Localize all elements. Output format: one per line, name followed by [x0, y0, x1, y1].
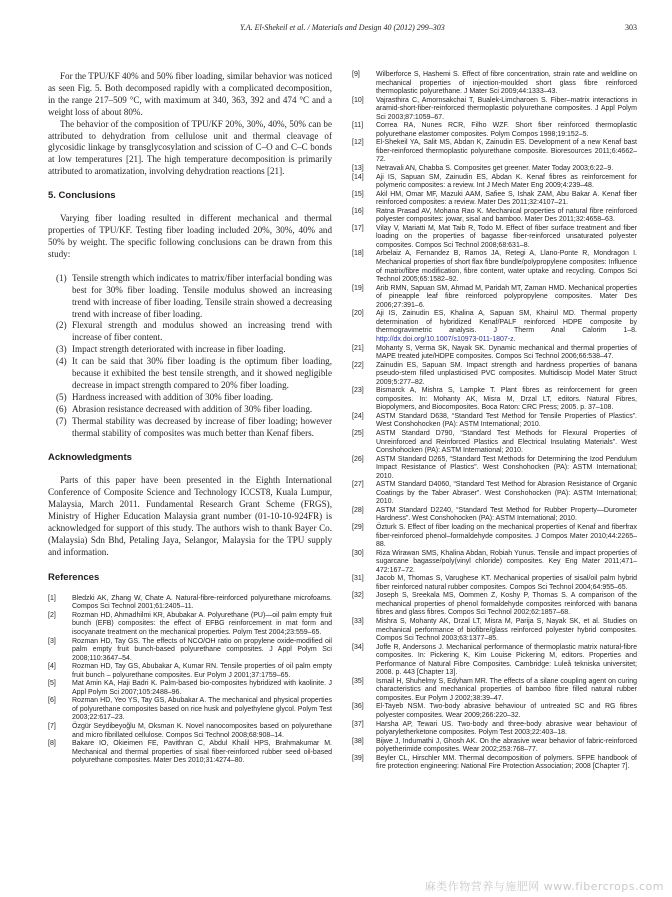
reference-item: [352, 122, 637, 139]
reference-text: Riza Wirawan SMS, Khalina Abdan, Robiah Yunus. Tensile and impact properties of sugarcane bagasse/poly(vinyl chloride) composites. Key Eng Mater 2011;471–472:167–72.: [376, 549, 637, 574]
item-number: (6): [56, 403, 67, 414]
reference-item: [352, 618, 637, 644]
reference-number: [26]: [352, 455, 364, 463]
item-text: Tensile strength which indicates to matrix/fiber interfacial bonding was best for 30% fiber loading. Tensile modulus showed an increasing trend with increase of fiber loading. Tensile strain showed a decreasing trend with increase of fiber loading.: [72, 272, 332, 319]
reference-number: [35]: [352, 677, 364, 685]
reference-text: Harsha AP, Tewari US. Two-body and three-body abrasive wear behaviour of polyaryletherketone composites. Polym Test 2003;22:403–18.: [376, 720, 637, 737]
reference-item: [48, 680, 332, 697]
reference-item: [48, 595, 332, 612]
list-item: [48, 356, 332, 392]
reference-text: Aji IS, Sapuan SM, Zainudin ES, Abdan K. Kenaf fibres as reinforcement for polymeric composites: a review. Int J Mech Mater Eng 2009;4:239–48.: [376, 173, 637, 190]
reference-text: Vilay V, Mariatti M, Mat Taib R, Todo M. Effect of fiber surface treatment and fiber loading on the properties of bagasse fiber-reinforced unsaturated polyester composites. Compos Sci Technol 2008;68:631–8.: [376, 224, 637, 249]
reference-number: [17]: [352, 224, 364, 232]
list-item: [48, 416, 332, 440]
conclusions-list: [48, 273, 332, 440]
reference-number: [3]: [48, 637, 56, 645]
reference-item: [48, 612, 332, 638]
reference-number: [38]: [352, 737, 364, 745]
reference-text: Mohanty S, Verma SK, Nayak SK. Dynamic mechanical and thermal properties of MAPE treated jute/HDPE composites. Compos Sci Technol 2006;66:538–47.: [376, 344, 637, 361]
reference-text: Mishra S, Mohanty AK, Drzal LT, Misra M, Parija S, Nayak SK, et al. Studies on mechanical performance of biofibre/glass reinforced polyester hybrid composites. Compos Sci Technol 2003;63:1377–85.: [376, 618, 637, 643]
reference-item: [352, 362, 637, 388]
reference-number: [28]: [352, 506, 364, 514]
reference-number: [14]: [352, 173, 364, 181]
body-paragraph: The behavior of the composition of TPU/KF 20%, 30%, 40%, 50% can be attributed to dehydration from cellulose unit and thermal cleavage of glycosidic linkage by transglycosylation and scission of C–O and C–C bonds at low temperatures [21]. The high temperature decomposition is primarily attributed to aromatization, involving dehydration reactions [21].: [48, 118, 332, 177]
reference-number: [25]: [352, 429, 364, 437]
section-heading-acknowledgments: Acknowledgments: [48, 452, 132, 464]
reference-text: Özgür Seydibeyoğlu M, Oksman K. Novel nanocomposites based on polyurethane and micro fibrillated cellulose. Compos Sci Technol 2008;68:908–14.: [72, 723, 332, 739]
item-text: It can be said that 30% fiber loading is the optimum fiber loading, because it exhibited the best tensile strength, and it showed negligible decrease in impact strength compared to 20% fiber loading.: [72, 356, 332, 390]
reference-item: [352, 174, 637, 191]
reference-number: [19]: [352, 284, 364, 292]
reference-number: [36]: [352, 703, 364, 711]
reference-number: [32]: [352, 592, 364, 600]
reference-text: Zainudin ES, Sapuan SM. Impact strength and hardness properties of banana pseudo-stem filled unplasticised PVC composites. Multidiscip Model Mater Struct 2009;5:277–82.: [376, 361, 637, 386]
body-paragraph: For the TPU/KF 40% and 50% fiber loading, similar behavior was noticed as seen Fig. 5. Both decomposed rapidly with a complicated decomposition, in the range 217–509 °C, with maximum at 340, 363, 392 and 474 °C and a weight loss of about 80%.: [48, 71, 332, 117]
reference-number: [6]: [48, 697, 56, 705]
reference-number: [33]: [352, 618, 364, 625]
reference-text: Bijwe J, Indumathi J, Ghosh AK. On the abrasive wear behavior of fabric-reinforced polyetherimide composites. Wear 2002;253:768–77.: [376, 737, 637, 754]
reference-item: [352, 524, 637, 550]
reference-text: Rozman HD, Ahmadhilmi KR, Abubakar A. Polyurethane (PU)—oil palm empty fruit bunch (EFB) composites: the effect of EFBG reinforcement in mat form and isocyanate treatment on the mechanical properties. Polym Test 2004;23:559–65.: [72, 611, 332, 636]
reference-text: Bledzki AK, Zhang W, Chate A. Natural-fibre-reinforced polyurethane microfoams. Compos Sci Technol 2001;61:2405–11.: [72, 594, 332, 611]
reference-number: [4]: [48, 663, 56, 671]
reference-text: Rozman HD, Yeo YS, Tay GS, Abubakar A. The mechanical and physical properties of polyurethane composites based on rice husk and polyethylene glycol. Polym Test 2003;22:617–23.: [72, 697, 332, 722]
reference-item: [352, 550, 637, 576]
reference-item: [352, 250, 637, 284]
reference-tail: .: [513, 335, 516, 343]
reference-item: [352, 285, 637, 311]
reference-item: [352, 644, 637, 678]
reference-number: [37]: [352, 720, 364, 728]
list-item: [48, 320, 332, 344]
reference-text: Bismarck A, Mishra S, Lampke T. Plant fibres as reinforcement for green composites. In: Mohanty AK, Misra M, Drzal LT, editors. Natural Fibres, Biopolymers, and Biocomposites. Boca Raton: CRC Press; 2005. p. 37–108.: [376, 387, 637, 412]
reference-item: [48, 638, 332, 664]
reference-number: [8]: [48, 740, 56, 748]
reference-item: [352, 97, 637, 123]
reference-item: [48, 723, 332, 740]
reference-number: [10]: [352, 96, 364, 104]
reference-text: Vajrasthira C, Amornsakchai T, Bualek-Limcharoen S. Fiber–matrix interactions in aramid-short-fiber-reinforced thermoplastic polyurethane composites. J Appl Polym Sci 2003;87:1059–67.: [376, 96, 637, 121]
item-text: Flexural strength and modulus showed an increasing trend with increase of fiber content.: [72, 320, 332, 343]
reference-item: [352, 208, 637, 225]
reference-number: [7]: [48, 723, 56, 731]
reference-number: [1]: [48, 594, 56, 602]
reference-text: Rozman HD, Tay GS. The effects of NCO/OH ratio on propylene oxide-modified oil palm empty fruit bunch-based polyurethane composites. J Appl Polym Sci 2008;110:3647–54.: [72, 637, 332, 662]
reference-text: Rozman HD, Tay GS, Abubakar A, Kumar RN. Tensile properties of oil palm empty fruit bunch – polyurethane composites. Eur Polym J 2001;37:1759–65.: [72, 663, 332, 679]
reference-number: [23]: [352, 387, 364, 395]
conclusions-intro: Varying fiber loading resulted in different mechanical and thermal properties of TPU/KF. Testing fiber loading included 20%, 30%, 40% and 50% by weight. The specific following conclusions can be drawn from this study:: [48, 213, 332, 259]
reference-number: [22]: [352, 361, 364, 369]
reference-text: Arib RMN, Sapuan SM, Ahmad M, Paridah MT, Zaman HMD. Mechanical properties of pineapple leaf fibre reinforced polypropylene composites. Mater Des 2006;27:391–6.: [376, 284, 637, 309]
list-item: [48, 273, 332, 321]
reference-text: Jacob M, Thomas S, Varughese KT. Mechanical properties of sisal/oil palm hybrid fiber reinforced natural rubber composites. Compos Sci Technol 2004;64:955–65.: [376, 575, 637, 591]
reference-number: [13]: [352, 165, 364, 173]
reference-text: Joffe R, Andersons J. Mechanical performance of thermoplastic matrix natural-fibre composites. In: Pickering K, Kim Louise Pickering M, editors. Properties and Performance of Natural Fibre Composites. Cambridge: Luleå tekniska universitet; 2008. p. 443 [Chapter 13].: [376, 643, 637, 677]
reference-number: [30]: [352, 549, 364, 557]
doi-link[interactable]: http://dx.doi.org/10.1007/s10973-011-1807-z: [376, 335, 514, 343]
list-item: [48, 392, 332, 404]
reference-item: [352, 721, 637, 738]
reference-item: [48, 697, 332, 723]
reference-number: [9]: [352, 71, 360, 78]
reference-item: [352, 430, 637, 456]
reference-item: [352, 481, 637, 507]
reference-number: [5]: [48, 680, 56, 688]
reference-item: [352, 678, 637, 704]
reference-text: ASTM Standard D790, “Standard Test Methods for Flexural Properties of Unreinforced and Reinforced Plastics and Electrical Insulating Materials”. West Conshohocken (PA): ASTM International; 2010.: [376, 429, 637, 455]
reference-item: [352, 71, 637, 97]
reference-item: [352, 139, 637, 165]
item-number: (3): [56, 344, 67, 355]
reference-text: Ismail H, Shuhelmy S, Edyham MR. The effects of a silane coupling agent on curing characteristics and mechanical properties of bamboo fibre filled natural rubber composites. Eur Polym J 2002;38:39–47.: [376, 677, 637, 702]
reference-number: [18]: [352, 250, 364, 258]
reference-item: [48, 663, 332, 680]
reference-list: [352, 71, 637, 772]
item-text: Hardness increased with addition of 30% fiber loading.: [72, 391, 274, 402]
reference-text: ASTM Standard D638, “Standard Test Method for Tensile Properties of Plastics”. West Conshohocken (PA): ASTM International; 2010.: [376, 412, 637, 429]
reference-number: [12]: [352, 139, 364, 147]
reference-text: Netravali AN, Chabba S. Composites get greener. Mater Today 2003;6:22–9.: [376, 165, 614, 173]
acknowledgments-text: Parts of this paper have been presented in the Eighth International Conference of Composite Science and Technology ICCST8, Kuala Lumpur, Malaysia, March 2011. Fundamental Research Grant Scheme (FRGS), Ministry of Higher Education Malaysia grant number (01-10-10-924FR) is acknowledged for support of this study. The authors wish to thank Bayer Co. (Malaysia) Sdn Bhd, Petaling Jaya, Selangor, Malaysia for the TPU supply and information.: [48, 475, 332, 557]
reference-number: [34]: [352, 643, 364, 651]
reference-number: [11]: [352, 122, 364, 130]
reference-item: [352, 165, 637, 174]
reference-text: Özturk S. Effect of fiber loading on the mechanical properties of Kenaf and fiberfrax fiber-reinforced phenol–formaldehyde composites. J Compos Mater 2010;44:2265–88.: [376, 523, 637, 549]
reference-item: [352, 310, 637, 344]
reference-item: [352, 507, 637, 524]
reference-list: [48, 595, 332, 766]
reference-text: Ratna Prasad AV, Mohana Rao K. Mechanical properties of natural fibre reinforced polyester composites: jowar, sisal and bamboo. Mater Des 2011;32:4658–63.: [376, 207, 637, 224]
item-number: (1): [56, 272, 67, 283]
reference-text: Arbelaiz A, Fernandez B, Ramos JA, Retegi A, Llano-Ponte R, Mondragon I. Mechanical properties of short flax fibre bundle/polypropylene composites: Influence of matrix/fibre modification, fibre content, water uptake and recycling. Compos Sci Technol 2005;65:1582–92.: [376, 250, 637, 284]
list-item: [48, 404, 332, 416]
reference-item: [48, 740, 332, 766]
reference-item: [352, 345, 637, 362]
reference-text: Joseph S, Sreekala MS, Oommen Z, Koshy P, Thomas S. A comparison of the mechanical properties of phenol formaldehyde composites reinforced with banana fibres and glass fibres. Compos Sci Technol 2002;62:1857–68.: [376, 592, 637, 617]
reference-item: [352, 592, 637, 618]
reference-text: Bakare IO, Okieimen FE, Pavithran C, Abdul Khalil HPS, Brahmakumar M. Mechanical and thermal properties of sisal fiber-reinforced rubber seed oil-based polyurethane composites. Mater Des 2010;31:4274–80.: [72, 740, 332, 765]
reference-item: [352, 225, 637, 251]
reference-item: [352, 575, 637, 592]
watermark: 麻类作物营养与施肥网 www.fibercrops.com: [424, 880, 664, 893]
reference-number: [29]: [352, 523, 364, 531]
reference-number: [2]: [48, 611, 56, 619]
reference-item: [352, 413, 637, 430]
reference-text: Akil HM, Omar MF, Mazuki AAM, Safiee S, Ishak ZAM, Abu Bakar A. Kenaf fiber reinforced composites: a review. Mater Des 2011;32:4107–21.: [376, 190, 637, 207]
reference-text: ASTM Standard D2240, “Standard Test Method for Rubber Property—Durometer Hardness”. West Conshohocken (PA): ASTM International; 2010.: [376, 506, 637, 523]
reference-text: Mat Amin KA, Haji Badri K. Palm-based bio-composites hybridized with kaolinite. J Appl Polym Sci 2007;105:2488–96.: [72, 680, 332, 696]
item-number: (4): [56, 356, 67, 367]
reference-text: Correa RA, Nunes RCR, Filho WZF. Short fiber reinforced thermoplastic polyurethane elastomer composites. Polym Compos 1998;19:152–5.: [376, 122, 637, 138]
reference-number: [20]: [352, 310, 364, 318]
item-number: (5): [56, 391, 67, 402]
reference-item: [352, 387, 637, 413]
reference-item: [352, 456, 637, 482]
reference-number: [15]: [352, 190, 364, 198]
reference-item: [352, 738, 637, 755]
reference-item: [352, 191, 637, 208]
section-heading-conclusions: 5. Conclusions: [48, 190, 116, 202]
item-text: Abrasion resistance decreased with addition of 30% fiber loading.: [72, 403, 313, 414]
reference-text: Aji IS, Zainudin ES, Khalina A, Sapuan SM, Khairul MD. Thermal property determination of hybridized Kenaf/PALF reinforced HDPE composite by thermogravimetric analysis. J Therm Anal Calorim 1–8.: [376, 310, 637, 335]
right-column: [352, 71, 637, 772]
item-text: Thermal stability was decreased by increase of fiber loading; however thermal stability of composites was much better than Kenaf fibers.: [72, 415, 332, 438]
reference-text: El-Shekeil YA, Salit MS, Abdan K, Zainudin ES. Development of a new Kenaf bast fiber-reinforced thermoplastic polyurethane composite. Bioresources 2011;6:4662–72.: [376, 139, 637, 164]
reference-number: [27]: [352, 481, 364, 489]
list-item: [48, 344, 332, 356]
item-number: (7): [56, 415, 67, 426]
left-column: [48, 71, 332, 766]
reference-text: ASTM Standard D4060, “Standard Test Method for Abrasion Resistance of Organic Coatings by the Taber Abraser”. West Conshohocken (PA): ASTM International; 2010.: [376, 481, 637, 506]
reference-number: [16]: [352, 207, 364, 215]
reference-text: Beyler CL, Hirschler MM. Thermal decomposition of polymers. SFPE handbook of fire protection engineering: National Fire Protection Association; 2008 [Chapter 7].: [376, 754, 637, 771]
reference-number: [39]: [352, 754, 364, 762]
reference-item: [352, 703, 637, 720]
reference-number: [21]: [352, 344, 364, 352]
item-text: Impact strength deteriorated with increase in fiber loading.: [72, 344, 286, 355]
section-heading-references: References: [48, 571, 100, 583]
reference-text: Wilberforce S, Hashemi S. Effect of fibre concentration, strain rate and weldline on mechanical properties of injection-moulded short glass fibre reinforced thermoplastic polyurethane. J Mater Sci 2009;44:1333–43.: [376, 71, 637, 96]
reference-text: El-Tayeb NSM. Two-body abrasive behaviour of untreated SC and RG fibres polyester composites. Wear 2009;266:220–32.: [376, 703, 637, 720]
reference-number: [31]: [352, 575, 364, 583]
reference-text: ASTM Standard D265, “Standard Test Methods for Determining the Izod Pendulum Impact Resistance of Plastics”. West Conshohocken (PA): ASTM International; 2010.: [376, 455, 637, 480]
page-number: 303: [625, 23, 637, 32]
item-number: (2): [56, 320, 67, 331]
reference-number: [24]: [352, 412, 364, 420]
reference-item: [352, 755, 637, 772]
running-title: Y.A. El-Shekeil et al. / Materials and Design 40 (2012) 299–303: [240, 23, 445, 32]
